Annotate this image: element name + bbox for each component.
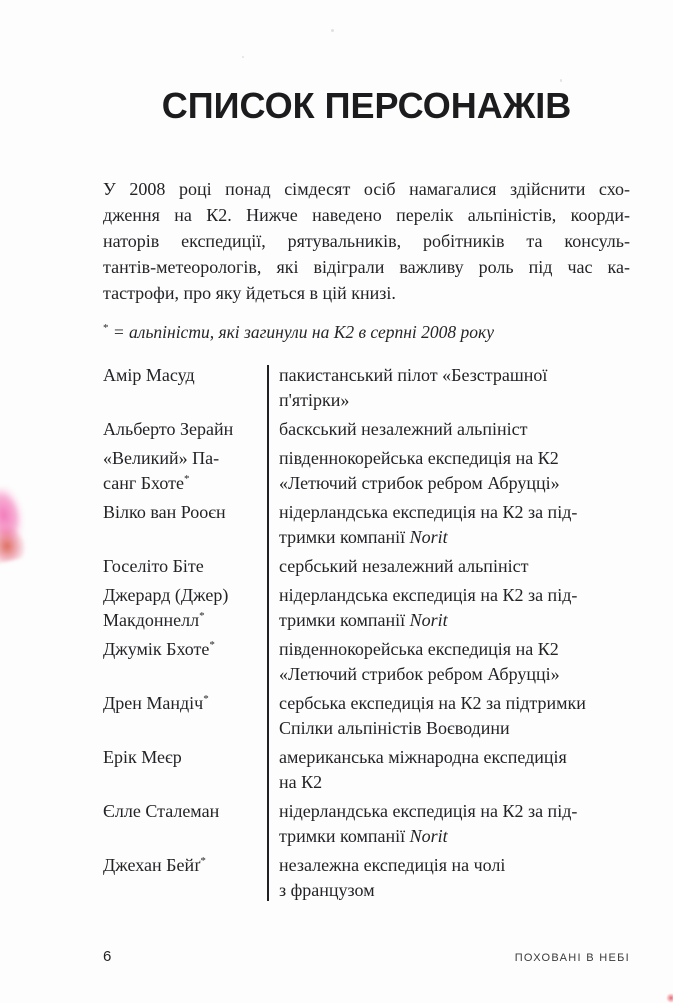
- characters-table: [103, 363, 630, 903]
- description-line: [279, 583, 630, 608]
- description-line: [279, 637, 630, 662]
- description-text: на К2: [279, 772, 323, 792]
- character-description: [267, 799, 630, 849]
- character-description: [267, 500, 630, 550]
- character-name: [103, 554, 267, 579]
- character-row: [103, 446, 630, 496]
- intro-line: тантів-метеорологів, які відіграли важливу роль під час ка-: [103, 257, 630, 277]
- character-row: [103, 583, 630, 633]
- name-line: Ерік Меєр: [103, 747, 182, 767]
- description-line: [279, 471, 630, 496]
- description-text: нідерландська експедиція на К2 за під-: [279, 502, 578, 522]
- page-title: СПИСОК ПЕРСОНАЖІВ: [161, 85, 572, 126]
- character-description: [267, 363, 630, 413]
- character-description: [267, 691, 630, 741]
- character-row: [103, 500, 630, 550]
- description-text: південнокорейська експедиція на К2: [279, 448, 559, 468]
- character-rows: [103, 363, 630, 903]
- character-name: [103, 799, 267, 849]
- description-text: тримки компанії: [279, 610, 410, 630]
- character-name: [103, 745, 267, 795]
- character-row: [103, 363, 630, 413]
- character-row: [103, 691, 630, 741]
- description-line: [279, 824, 630, 849]
- character-name: [103, 853, 267, 903]
- name-line: Амір Масуд: [103, 365, 195, 385]
- description-line: [279, 500, 630, 525]
- character-name: [103, 446, 267, 496]
- description-line: [279, 525, 630, 550]
- scan-speck: [242, 56, 244, 58]
- description-line: [279, 446, 630, 471]
- scan-speck: [331, 29, 334, 32]
- name-line: Джехан Бейґ*: [103, 855, 206, 875]
- character-name: [103, 417, 267, 442]
- deceased-marker: *: [203, 693, 209, 705]
- italic-text: Norit: [409, 826, 448, 846]
- character-name: [103, 691, 267, 741]
- name-line: «Великий» Па-: [103, 448, 220, 468]
- footnote-marker: *: [103, 322, 109, 335]
- description-text: «Летючий стрибок ребром Абруцці»: [279, 473, 560, 493]
- description-line: [279, 853, 630, 878]
- description-text: нідерландська експедиція на К2 за під-: [279, 585, 578, 605]
- name-line: Вілко ван Рооєн: [103, 502, 226, 522]
- corner-stain: [666, 993, 673, 1003]
- italic-text: Norit: [409, 610, 448, 630]
- italic-text: Norit: [409, 527, 448, 547]
- character-description: [267, 583, 630, 633]
- character-name: [103, 363, 267, 413]
- character-row: [103, 799, 630, 849]
- intro-line: тастрофи, про яку йдеться в цій книзі.: [103, 283, 396, 303]
- character-description: [267, 446, 630, 496]
- description-line: [279, 745, 630, 770]
- description-text: пакистанський пілот «Безстрашної: [279, 365, 548, 385]
- description-text: сербський незалежний альпініст: [279, 556, 529, 576]
- name-line: санг Бхоте*: [103, 473, 190, 493]
- character-name: [103, 637, 267, 687]
- name-line: Джумік Бхоте*: [103, 639, 215, 659]
- description-text: південнокорейська експедиція на К2: [279, 639, 559, 659]
- page-number: 6: [103, 948, 112, 965]
- intro-paragraph: [103, 176, 630, 306]
- character-description: [267, 637, 630, 687]
- page-footer: [103, 948, 630, 965]
- description-line: [279, 799, 630, 824]
- name-line: Єлле Сталеман: [103, 801, 220, 821]
- description-text: п'ятірки»: [279, 390, 350, 410]
- description-text: з французом: [279, 880, 375, 900]
- character-row: [103, 554, 630, 579]
- description-line: [279, 770, 630, 795]
- name-line: Дрен Мандіч*: [103, 693, 209, 713]
- description-text: сербська експедиція на К2 за підтримки: [279, 693, 586, 713]
- description-text: тримки компанії: [279, 527, 410, 547]
- scan-speck: [560, 79, 562, 82]
- character-row: [103, 637, 630, 687]
- character-description: [267, 554, 630, 579]
- running-title: ПОХОВАНІ В НЕБІ: [514, 952, 630, 964]
- description-line: [279, 691, 630, 716]
- intro-line: наторів експедиції, рятувальників, робітників та консуль-: [103, 231, 630, 251]
- description-line: [279, 716, 630, 741]
- name-line: Джерард (Джер): [103, 585, 229, 605]
- description-text: «Летючий стрибок ребром Абруцці»: [279, 664, 560, 684]
- deceased-marker: *: [200, 855, 206, 867]
- character-row: [103, 745, 630, 795]
- description-line: [279, 554, 630, 579]
- character-row: [103, 417, 630, 442]
- name-line: Альберто Зерайн: [103, 419, 234, 439]
- intro-line: У 2008 році понад сімдесят осіб намагалися здійснити схо-: [103, 179, 630, 199]
- character-name: [103, 583, 267, 633]
- intro-line: дження на К2. Нижче наведено перелік альпіністів, коорди-: [103, 205, 630, 225]
- description-line: [279, 608, 630, 633]
- footnote-text: = альпіністи, які загинули на К2 в серпні 2008 року: [112, 322, 494, 342]
- character-description: [267, 417, 630, 442]
- description-line: [279, 417, 630, 442]
- description-text: баскський незалежний альпініст: [279, 419, 528, 439]
- name-line: Макдоннелл*: [103, 610, 205, 630]
- description-text: американська міжнародна експедиція: [279, 747, 567, 767]
- description-text: незалежна експедиція на чолі: [279, 855, 506, 875]
- description-line: [279, 878, 630, 903]
- name-line: Госеліто Біте: [103, 556, 204, 576]
- description-text: Спілки альпіністів Воєводини: [279, 718, 510, 738]
- character-name: [103, 500, 267, 550]
- description-text: тримки компанії: [279, 826, 410, 846]
- footnote: [103, 320, 630, 344]
- deceased-marker: *: [183, 473, 190, 485]
- description-line: [279, 388, 630, 413]
- description-line: [279, 662, 630, 687]
- description-text: нідерландська експедиція на К2 за під-: [279, 801, 578, 821]
- character-row: [103, 853, 630, 903]
- table-divider: [267, 365, 269, 901]
- description-line: [279, 363, 630, 388]
- deceased-marker: *: [209, 639, 215, 651]
- deceased-marker: *: [199, 610, 205, 622]
- character-description: [267, 853, 630, 903]
- character-description: [267, 745, 630, 795]
